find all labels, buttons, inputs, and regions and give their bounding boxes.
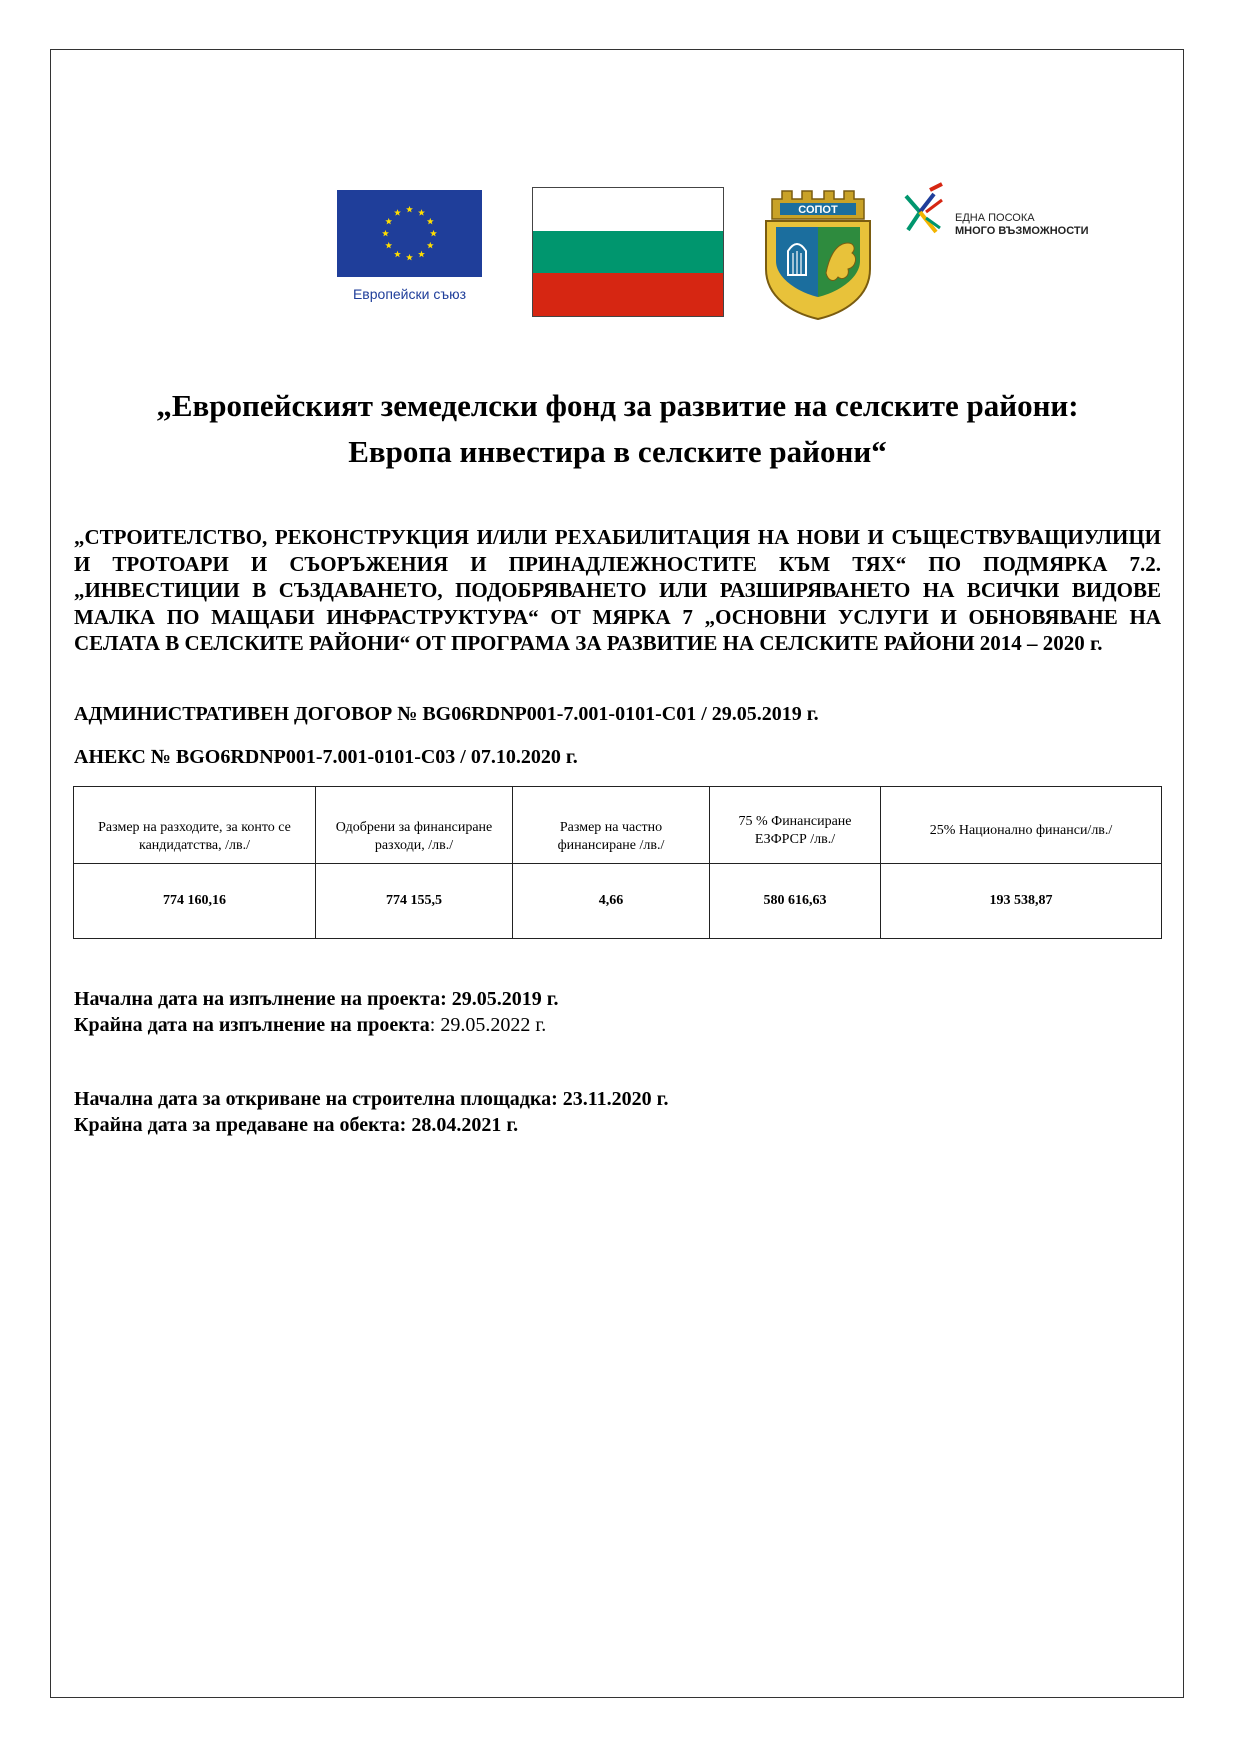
value-cell: 774 155,5 [316,864,513,939]
project-dates [74,986,559,1038]
project-end-date [74,1012,559,1038]
contract-number: АДМИНИСТРАТИВЕН ДОГОВОР № BG06RDNP001-7.001-0101-C01 / 29.05.2019 г. [74,703,819,725]
sopot-coat-of-arms-icon [758,181,878,321]
eu-caption: Европейски съюз [352,286,467,302]
site-open-date: Начална дата за откриване на строителна площадка: 23.11.2020 г. [74,1088,669,1110]
edna-line2: МНОГО ВЪЗМОЖНОСТИ [955,225,1089,237]
value-cell: 774 160,16 [74,864,316,939]
title-line1: „Европейският земеделски фонд за развитие на селските райони: [156,388,1079,423]
project-end-value: : 29.05.2022 г. [429,1014,547,1036]
header-cell: Размер на частно финансиране /лв./ [557,820,665,853]
header-cell: Размер на разходите, за конто се кандидатства, /лв./ [98,820,291,853]
project-end-label: Крайна дата на изпълнение на проекта [74,1014,430,1036]
eu-flag-logo [337,190,482,277]
sopot-label: СОПОТ [798,204,838,216]
handover-date: Крайна дата за предаване на обекта: 28.04.2021 г. [74,1114,519,1136]
table-header-row [74,787,1162,864]
value-cell: 4,66 [513,864,710,939]
financing-table [73,786,1162,939]
edna-posoka-logo-icon [900,182,960,242]
value-cell: 193 538,87 [881,864,1162,939]
title-line2: Европа инвестира в селските райони“ [348,434,887,469]
site-dates [74,1086,669,1138]
header-cell: 75 % Финансиране ЕЗФРСР /лв./ [738,814,852,847]
annex-number: АНЕКС № BGO6RDNP001-7.001-0101-C03 / 07.10.2020 г. [74,746,578,768]
edna-posoka-text [955,212,1089,238]
bulgarian-flag [532,187,724,317]
table-row [74,864,1162,939]
value-cell: 580 616,63 [710,864,881,939]
edna-line1: ЕДНА ПОСОКА [955,212,1035,224]
header-cell: 25% Национално финанси/лв./ [929,823,1113,838]
header-cell: Одобрени за финансиране разходи, /лв./ [335,820,493,853]
project-start-date: Начална дата на изпълнение на проекта: 29.05.2019 г. [74,988,559,1010]
project-description: „СТРОИТЕЛСТВО, РЕКОНСТРУКЦИЯ И/ИЛИ РЕХАБИЛИТАЦИЯ НА НОВИ И СЪЩЕСТВУВАЩИУЛИЦИ И ТРОТОАРИ И СЪОРЪЖЕНИЯ И ПРИНАДЛЕЖНОСТИТЕ КЪМ ТЯХ“ ПО ПОДМЯРКА 7.2. „ИНВЕСТИЦИИ В СЪЗДАВАНЕТО, ПОДОБРЯВАНЕТО ИЛИ РАЗШИРЯВАНЕТО НА ВСИЧКИ ВИДОВЕ МАЛКА ПО МАЩАБИ ИНФРАСТРУКТУРА“ ОТ МЯРКА 7 „ОСНОВНИ УСЛУГИ И ОБНОВЯВАНЕ НА СЕЛАТА В СЕЛСКИТЕ РАЙОНИ“ ОТ ПРОГРАМА ЗА РАЗВИТИЕ НА СЕЛСКИТЕ РАЙОНИ 2014 – 2020 г. [74,525,1161,655]
main-title [60,383,1175,475]
